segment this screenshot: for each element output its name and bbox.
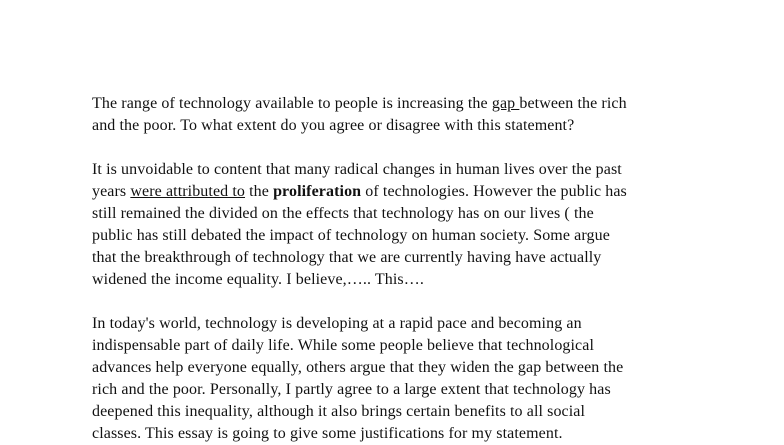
- underlined-word: gap: [491, 95, 520, 112]
- draft-line-5: that the breakthrough of technology that we are currently having have actually: [92, 249, 602, 266]
- question-line-2: and the poor. To what extent do you agree or disagree with this statement?: [92, 117, 575, 134]
- intro-line-6: classes. This essay is going to give some justifications for my statement.: [92, 425, 563, 442]
- underlined-phrase: were attributed to: [130, 183, 246, 200]
- intro-line-1: In today's world, technology is developing at a rapid pace and becoming an: [92, 315, 582, 332]
- intro-line-3: advances help everyone equally, others argue that they widen the gap between the: [92, 359, 624, 376]
- draft-text: of technologies. However the public has: [361, 183, 627, 200]
- essay-question: [92, 93, 692, 137]
- intro-line-5: deepened this inequality, although it also brings certain benefits to all social: [92, 403, 586, 420]
- bold-word: proliferation: [273, 183, 362, 200]
- draft-line-2: [92, 181, 692, 203]
- question-text: between the rich: [519, 95, 627, 112]
- draft-line-6: widened the income equality. I believe,….. This….: [92, 271, 424, 288]
- intro-line-4: rich and the poor. Personally, I partly agree to a large extent that technology has: [92, 381, 611, 398]
- draft-line-4: public has still debated the impact of technology on human society. Some argue: [92, 227, 610, 244]
- question-line-1: [92, 93, 692, 115]
- draft-text: years: [92, 183, 131, 200]
- intro-paragraph: [92, 313, 692, 445]
- intro-line-2: indispensable part of daily life. While some people believe that technological: [92, 337, 595, 354]
- draft-line-1: It is unvoidable to content that many radical changes in human lives over the past: [92, 161, 622, 178]
- draft-paragraph: [92, 159, 692, 291]
- question-text: The range of technology available to people is increasing the: [92, 95, 492, 112]
- draft-text: the: [245, 183, 274, 200]
- draft-line-3: still remained the divided on the effects that technology has on our lives ( the: [92, 205, 594, 222]
- document-body: [92, 93, 692, 445]
